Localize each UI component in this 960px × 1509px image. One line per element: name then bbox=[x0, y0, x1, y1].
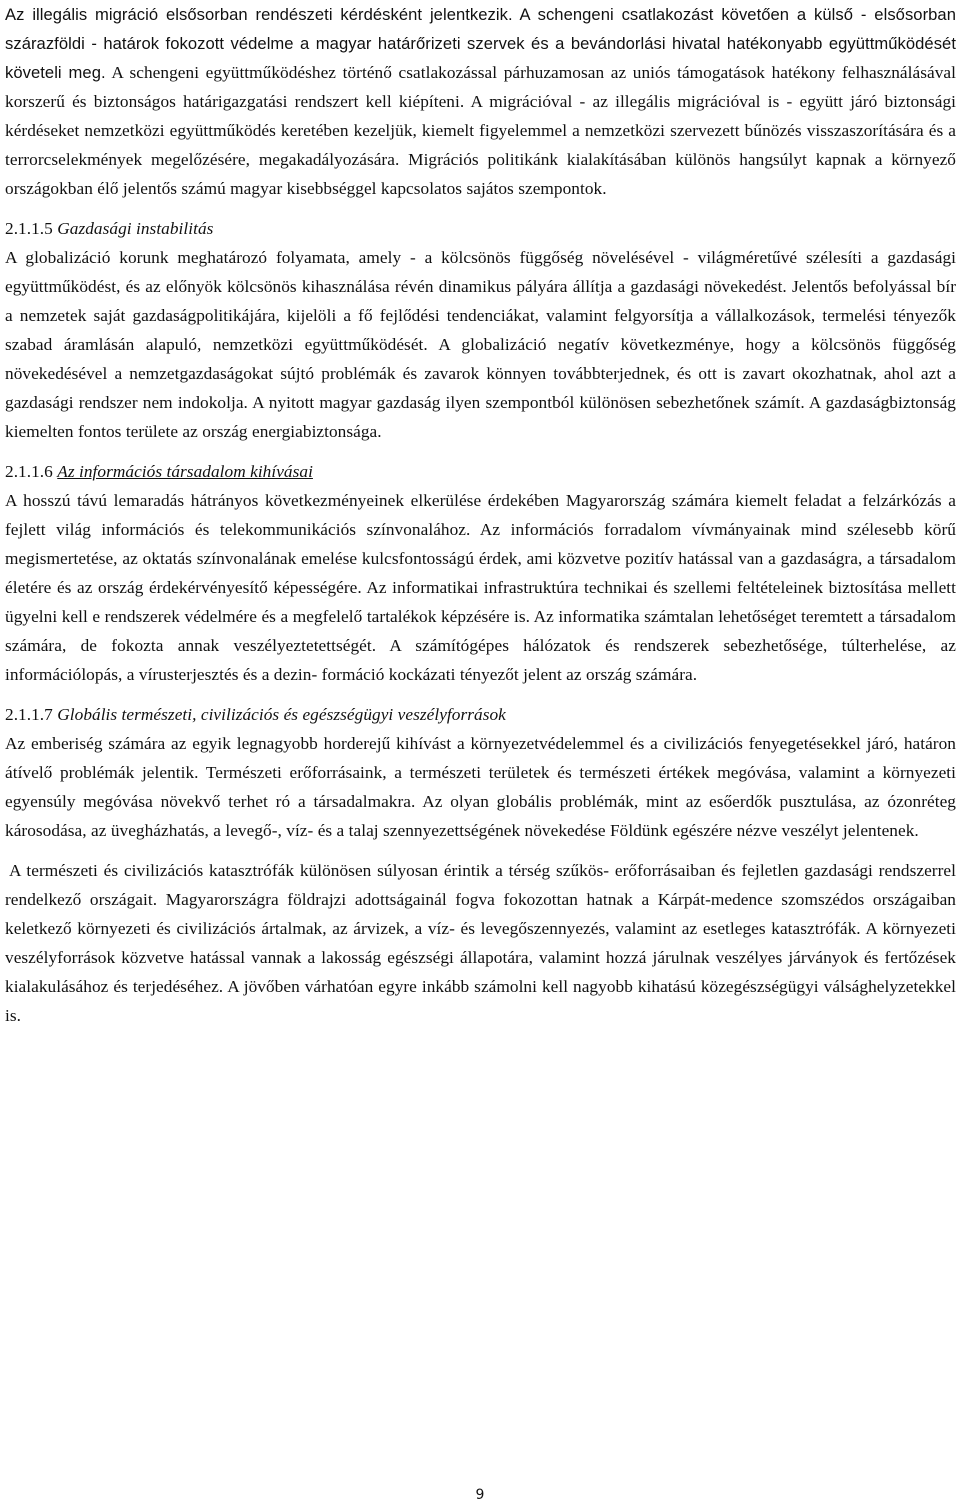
section-title: Globális természeti, civilizációs és egészségügyi veszélyforrások bbox=[57, 705, 506, 724]
paragraph-migration-lead: Az illegális migráció elsősorban rendészeti kérdésként jelentkezik. A schengeni csatlakozást követően a külső - elsősorban szárazföldi - határok fokozott védelme a magyar határőrizeti szervek és a bevándorlási hivatal hatékonyabb együttműködését követeli meg. bbox=[5, 5, 956, 82]
section-number: 2.1.1.6 bbox=[5, 462, 53, 481]
section-heading-2-1-1-5 bbox=[5, 214, 956, 243]
section-heading-2-1-1-7 bbox=[5, 700, 956, 729]
paragraph-migration bbox=[5, 0, 956, 203]
paragraph-economic-instability: A globalizáció korunk meghatározó folyamata, amely - a kölcsönös függőség növelésével - világméretűvé szélesíti a gazdasági együttműködést, és az előnyök kölcsönös kihasználása révén dinamikus pályára állítja a gazdasági növekedést. Jelentős befolyással bír a nemzetek saját gazdaságpolitikájára, kijelöli a fő fejlődési tendenciákat, valamint felgyorsítja a vállalkozások, termelési tényezők szabad áramlásán alapuló, nemzetközi együttműködését. A globalizáció negatív következménye, hogy a kölcsönös függőség növekedésével a nemzetgazdaságokat sújtó problémák és zavarok könnyen továbbterjednek, és ott is zavart okozhatnak, ahol azt a gazdasági rendszer nem indokolja. A nyitott magyar gazdaság ilyen szempontból különösen sebezhetőnek számít. A gazdaságbiztonság kiemelten fontos területe az ország energiabiztonsága. bbox=[5, 248, 956, 441]
page-number: 9 bbox=[475, 1487, 485, 1503]
document-page bbox=[5, 0, 956, 1030]
section-title: Gazdasági instabilitás bbox=[57, 219, 214, 238]
section-heading-2-1-1-6 bbox=[5, 457, 956, 486]
paragraph-global-threats: Az emberiség számára az egyik legnagyobb horderejű kihívást a környezetvédelemmel és a civilizációs fenyegetésekkel járó, határon átívelő problémák jelentik. Természeti erőforrásaink, a természeti területek és természeti értékek megóvása, valamint a környezeti egyensúly megóvása növekvő terhet ró a társadalmakra. Az olyan globális problémák, mint az esőerdők pusztulása, az ózonréteg károsodása, az üvegházhatás, a levegő-, víz- és a talaj szennyezettségének növekedése Földünk egészére nézve veszélyt jelentenek. bbox=[5, 734, 956, 840]
section-number: 2.1.1.5 bbox=[5, 219, 53, 238]
section-number: 2.1.1.7 bbox=[5, 705, 53, 724]
section-title: Az információs társadalom kihívásai bbox=[57, 462, 313, 481]
paragraph-migration-body: A schengeni együttműködéshez történő csatlakozással párhuzamosan az uniós támogatások hatékony felhasználásával korszerű és biztonságos határigazgatási rendszert kell kiépíteni. A migrációval - az illegális migrációval is - együtt járó biztonsági kérdéseket nemzetközi együttműködés keretében kezeljük, kiemelt figyelemmel a nemzetközi szervezett bűnözés visszaszorítására és a terrorcselekmények megelőzésére, megakadályozására. Migrációs politikánk kialakításában különös hangsúlyt kapnak a környező országokban élő jelentős számú magyar kisebbséggel kapcsolatos sajátos szempontok. bbox=[5, 63, 956, 198]
paragraph-disasters: A természeti és civilizációs katasztrófák különösen súlyosan érintik a térség szűkös- erőforrásaiban és fejletlen gazdasági rendszerrel rendelkező országait. Magyarországra földrajzi adottságainál fogva fokozottan hatnak a Kárpát-medence szomszédos országaiban keletkező környezeti és civilizációs ártalmak, az árvizek, a víz- és levegőszennyezés, valamint az esetleges katasztrófák. A környezeti veszélyforrások közvetve hatással vannak a lakosság egészségi állapotára, valamint hozzá járulnak veszélyes járványok és fertőzések kialakulásához és terjedéséhez. A jövőben várhatóan egyre inkább számolni kell nagyobb kihatású közegészségügyi válsághelyzetekkel is. bbox=[5, 861, 956, 1025]
paragraph-information-society: A hosszú távú lemaradás hátrányos következményeinek elkerülése érdekében Magyarország számára kiemelt feladat a felzárkózás a fejlett világ információs és telekommunikációs színvonalához. Az információs forradalom vívmányainak mind szélesebb körű megismertetése, az oktatás színvonalának emelése kulcsfontosságú érdek, ami közvetve pozitív hatással van a gazdaságra, a társadalom életére és az ország érdekérvényesítő képességére. Az informatikai infrastruktúra technikai és szellemi feltételeinek biztosítása mellett ügyelni kell e rendszerek védelmére és a megfelelő tartalékok képzésére is. Az informatika számtalan lehetőséget teremtett a társadalom számára, de fokozta annak veszélyeztetettségét. A számítógépes hálózatok és rendszerek sebezhetősége, túlterhelése, az információlopás, a vírusterjesztés és a dezin- formáció kockázati tényezőt jelent az ország számára. bbox=[5, 491, 956, 684]
